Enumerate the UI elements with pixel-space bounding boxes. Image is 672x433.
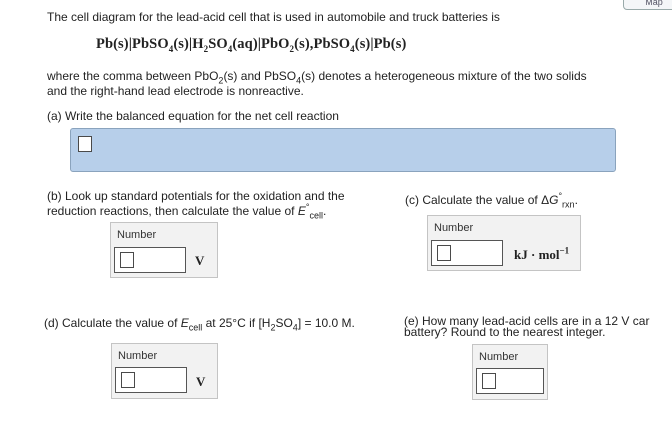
part-d-number-label: Number (118, 350, 158, 362)
part-d-unit: V (196, 374, 206, 389)
map-button[interactable]: Map (623, 0, 672, 10)
part-e-question-line1: (e) How many lead-acid cells are in a 12 V car (404, 314, 650, 328)
part-e-question-line2: battery? Round to the nearest integer. (404, 325, 606, 339)
part-b-question-line2: reduction reactions, then calculate the value of $E^\circ_{cell}$. (47, 202, 327, 221)
cell-diagram: $Pb(s)|PbSO_4(s)|H_2SO_4(aq)|PbO_2(s),PbSO_4(s)|Pb(s)$ (96, 36, 407, 54)
explanation-line2: and the right-hand lead electrode is nonreactive. (47, 84, 304, 98)
part-e-number-box (472, 344, 548, 400)
part-c-unit: kJ · mol$^{-1}$ (514, 245, 570, 262)
part-b-number-label: Number (117, 229, 157, 241)
explanation-line1: where the comma between PbO$_2$(s) and PbSO$_4$(s) denotes a heterogeneous mixture of the two solids (47, 69, 587, 86)
part-e-number-input[interactable] (476, 368, 544, 394)
part-c-input-cursor (437, 245, 451, 261)
part-c-question: (c) Calculate the value of $\Delta G^\circ_{rxn}$. (405, 191, 578, 210)
part-d-input-cursor (121, 372, 135, 388)
part-d-question: (d) Calculate the value of $E_{cell}$ at 25°C if $[H_2SO_4] = 10.0$ M. (44, 316, 355, 333)
part-c-number-input[interactable] (431, 240, 503, 266)
part-a-answer-field[interactable] (70, 128, 616, 172)
part-b-number-input[interactable] (114, 247, 186, 273)
part-b-question-line1: (b) Look up standard potentials for the oxidation and the (47, 189, 345, 203)
part-b-input-cursor (120, 252, 134, 268)
part-e-input-cursor (482, 373, 496, 389)
part-c-number-box (427, 215, 581, 271)
part-d-number-input[interactable] (115, 367, 187, 393)
part-b-number-box (110, 222, 218, 278)
part-c-number-label: Number (434, 222, 474, 234)
part-a-input-cursor[interactable] (78, 136, 92, 152)
intro-text: The cell diagram for the lead-acid cell that is used in automobile and truck batteries is (47, 10, 500, 24)
part-a-question: (a) Write the balanced equation for the net cell reaction (47, 109, 339, 123)
part-e-number-label: Number (479, 351, 519, 363)
part-d-number-box (111, 343, 218, 399)
part-b-unit: V (195, 253, 205, 268)
